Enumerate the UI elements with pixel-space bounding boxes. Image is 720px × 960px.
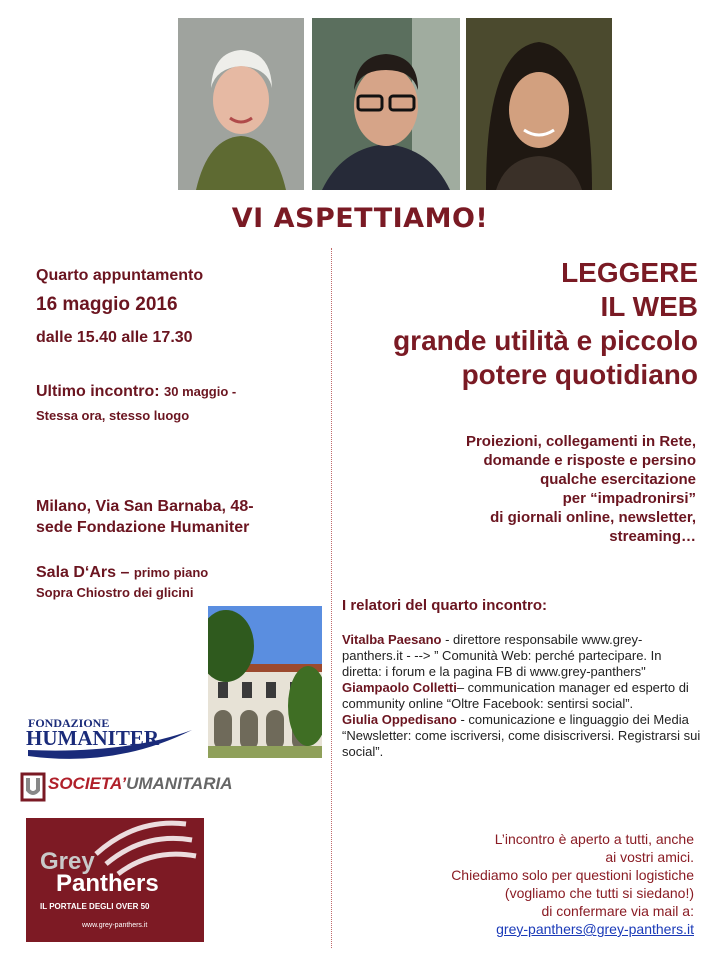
event-date: 16 maggio 2016 <box>36 294 178 315</box>
speaker-photo-1 <box>178 18 304 190</box>
event-time: dalle 15.40 alle 17.30 <box>36 329 193 346</box>
speaker-name: Vitalba Paesano <box>342 632 442 647</box>
room-name: Sala D‘Ars – <box>36 564 130 581</box>
grey-panthers-logo: Grey Panthers IL PORTALE DEGLI OVER 50 www.grey-panthers.it <box>26 818 204 942</box>
speaker-item: Vitalba Paesano - direttore responsabile www.grey-panthers.it - --> ” Comunità Web: perché partecipare. In diretta: i forum e la pagina FB di www.grey-panthers" <box>342 632 662 679</box>
column-divider <box>331 248 332 948</box>
speaker-name: Giampaolo Colletti <box>342 680 457 695</box>
speaker-photo-3 <box>466 18 612 190</box>
speaker-item: Giulia Oppedisano - comunicazione e linguaggio dei Media “Newsletter: come iscriversi, come disiscriversi. Registrarsi sui social”. <box>342 712 701 759</box>
location-line1: Milano, Via San Barnaba, 48- <box>36 498 254 515</box>
title-line: potere quotidiano <box>461 359 698 390</box>
societa-umanitaria-logo: SOCIETA’UMANITARIA <box>20 770 250 804</box>
closing-note: L’incontro è aperto a tutti, anche ai vostri amici. Chiediamo solo per questioni logistiche (vogliamo che tutti si siedano!) di confermare via mail a: grey-panthers@grey-panthers.it <box>451 831 694 937</box>
cloister-photo <box>208 606 322 758</box>
event-title <box>393 256 698 392</box>
next-meeting-date: 30 maggio - <box>164 384 237 399</box>
event-description: Proiezioni, collegamenti in Rete, domande e risposte e persino qualche esercitazione per “impadronirsi” di giornali online, newsletter, streaming… <box>465 433 696 545</box>
speakers-heading: I relatori del quarto incontro: <box>342 597 548 614</box>
contact-email-link[interactable]: grey-panthers@grey-panthers.it <box>496 921 694 937</box>
fondazione-humaniter-logo: FONDAZIONE HUMANITER <box>26 710 196 766</box>
speaker-photo-2 <box>312 18 460 190</box>
next-meeting-label: Ultimo incontro: <box>36 383 160 400</box>
location-line2: sede Fondazione Humaniter <box>36 519 250 536</box>
event-label: Quarto appuntamento <box>36 267 204 284</box>
title-line: IL WEB <box>600 291 698 322</box>
room-floor: primo piano <box>133 565 209 580</box>
speakers-section <box>342 598 702 760</box>
speaker-name: Giulia Oppedisano <box>342 712 457 727</box>
next-meeting <box>36 383 236 401</box>
room <box>36 564 208 582</box>
title-line: LEGGERE <box>561 257 698 288</box>
speaker-item: Giampaolo Colletti– communication manager ed esperto di community online “Oltre Facebook: sentirsi social”. <box>342 680 689 711</box>
title-line: grande utilità e piccolo <box>393 325 698 356</box>
next-meeting-note: Stessa ora, stesso luogo <box>36 408 190 423</box>
headline: VI ASPETTIAMO! <box>231 203 489 234</box>
room-note: Sopra Chiostro dei glicini <box>36 585 194 600</box>
